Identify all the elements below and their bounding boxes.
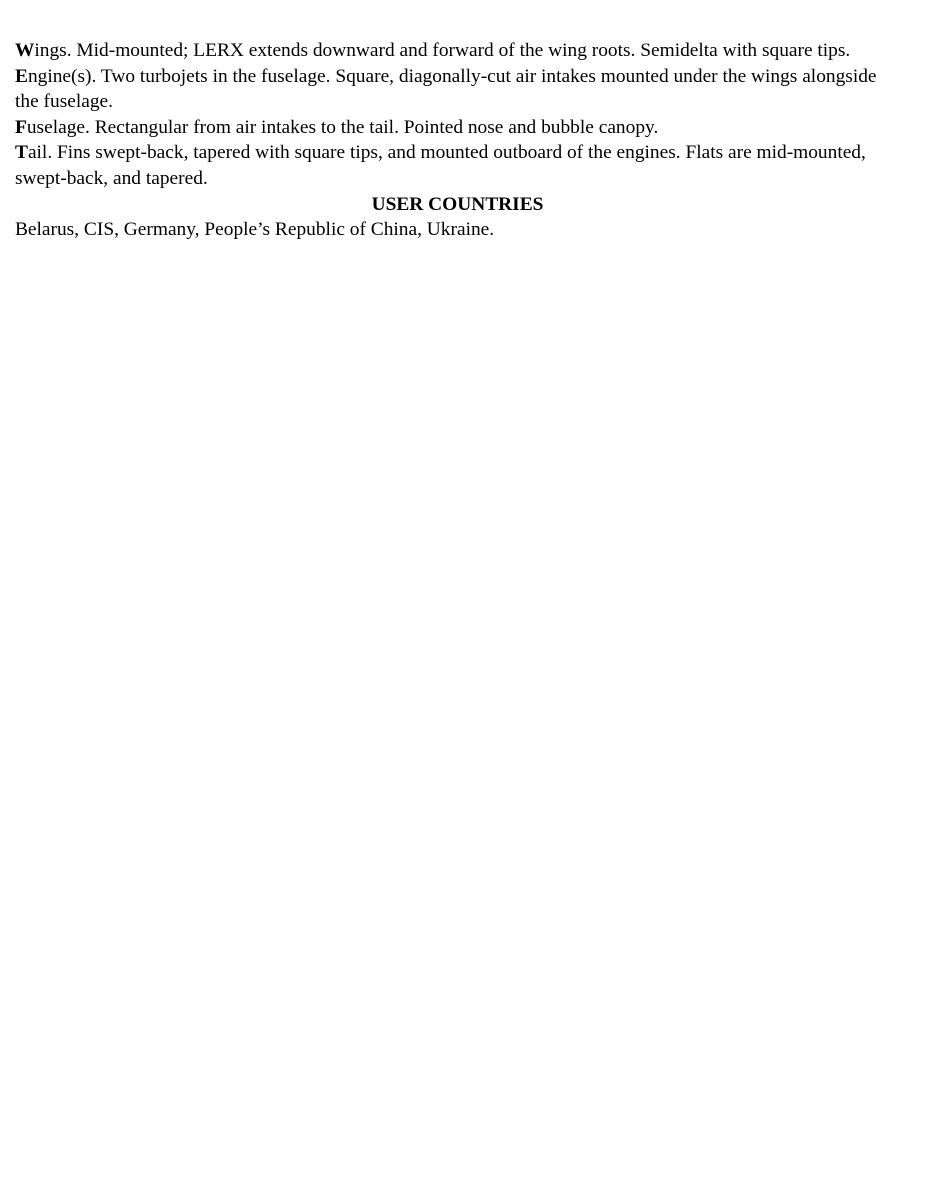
engines-lead-letter: E <box>15 65 28 87</box>
engines-text: ngine(s). Two turbojets in the fuselage. Square, diagonally-cut air intakes mounted under the wings alongside the fuselage. <box>15 65 877 113</box>
tail-lead-letter: T <box>15 142 28 164</box>
wings-paragraph <box>15 38 900 64</box>
fuselage-paragraph <box>15 115 900 141</box>
wings-text: ings. Mid-mounted; LERX extends downward and forward of the wing roots. Semidelta with square tips. <box>34 40 851 61</box>
fuselage-lead-letter: F <box>15 116 27 138</box>
fuselage-text: uselage. Rectangular from air intakes to the tail. Pointed nose and bubble canopy. <box>26 116 659 138</box>
document-page <box>15 38 900 243</box>
wings-lead-letter: W <box>15 40 35 61</box>
user-countries-heading: USER COUNTRIES <box>371 193 544 215</box>
tail-paragraph <box>15 140 900 191</box>
tail-text: ail. Fins swept-back, tapered with square tips, and mounted outboard of the engines. Flats are mid-mounted, swept-back, and tapered. <box>15 142 866 189</box>
user-countries-paragraph: Belarus, CIS, Germany, People’s Republic of China, Ukraine. <box>15 219 495 241</box>
engines-paragraph <box>15 64 900 115</box>
